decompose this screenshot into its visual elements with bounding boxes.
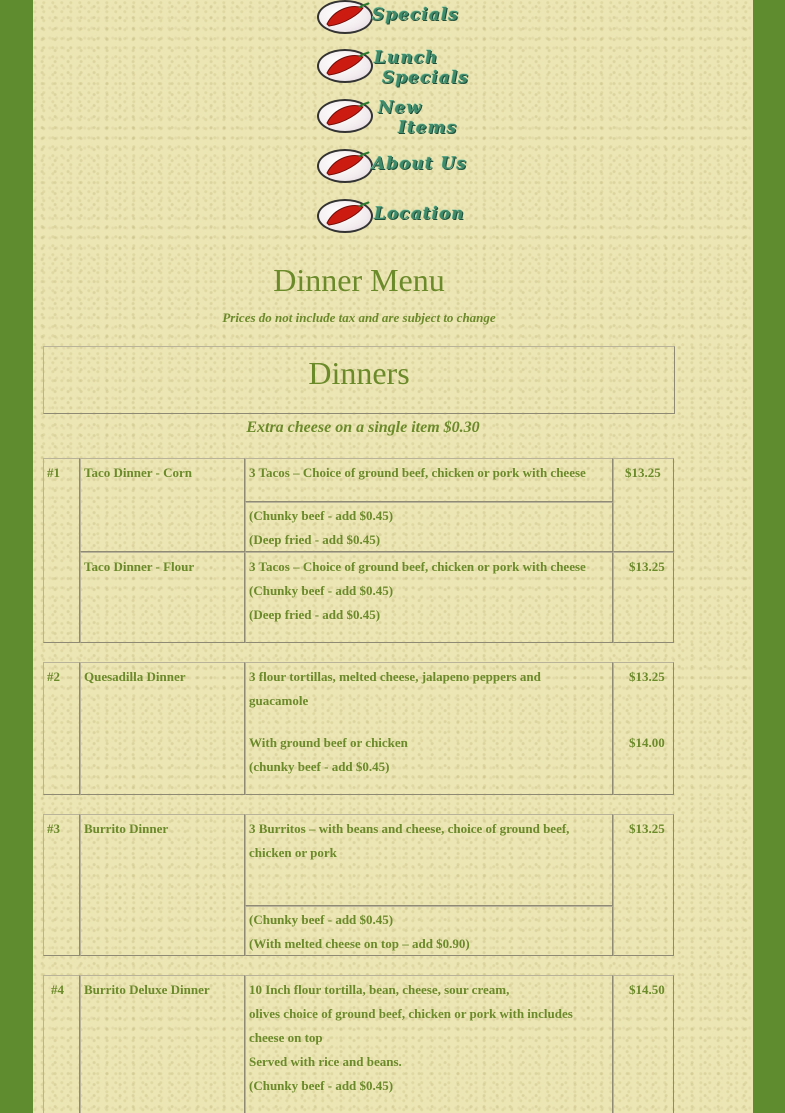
item-number-cell [43, 458, 80, 643]
pepper-icon [317, 49, 373, 83]
nav-about-us[interactable] [316, 148, 486, 188]
pepper-icon [317, 149, 373, 183]
item-option: (Chunky beef - add $0.45) [249, 912, 394, 927]
item-option: (Chunky beef - add $0.45) [249, 508, 394, 523]
item-desc: 3 Tacos – Choice of ground beef, chicken or pork with cheese [249, 559, 586, 574]
extra-cheese-note: Extra cheese on a single item $0.30 [246, 419, 480, 436]
item-desc: 3 Tacos – Choice of ground beef, chicken or pork with cheese [249, 465, 586, 480]
item-number: #4 [51, 982, 64, 997]
item-desc: With ground beef or chicken [249, 735, 408, 750]
nav-location[interactable] [316, 198, 486, 238]
item-price: $14.50 [629, 982, 665, 997]
section-title: Dinners [308, 355, 410, 391]
pepper-icon [317, 199, 373, 233]
item-name: Burrito Dinner [84, 821, 169, 836]
item-price: $13.25 [629, 669, 665, 684]
page-title: Dinner Menu [273, 262, 445, 298]
item-name: Quesadilla Dinner [84, 669, 186, 684]
item-number: #3 [47, 821, 60, 836]
nav-specials-label: Specials [372, 5, 459, 25]
pepper-icon [317, 99, 373, 133]
item-name: Burrito Deluxe Dinner [84, 982, 210, 997]
item-price: $14.00 [629, 735, 665, 750]
item-price: $13.25 [629, 559, 665, 574]
page-content [33, 0, 753, 1113]
item-number: #1 [47, 465, 60, 480]
nav-new-items[interactable] [316, 98, 486, 140]
item-option: (With melted cheese on top – add $0.90) [249, 936, 470, 951]
item-name: Taco Dinner - Corn [84, 465, 192, 480]
nav-lunch-label-line2: Specials [382, 68, 469, 88]
nav-location-label: Location [374, 204, 465, 224]
item-option: (chunky beef - add $0.45) [249, 759, 390, 774]
item-option: (Chunky beef - add $0.45) [249, 1078, 394, 1093]
nav-about-label: About Us [372, 154, 467, 174]
pepper-icon [317, 0, 373, 34]
item-name: Taco Dinner - Flour [84, 559, 195, 574]
item-desc: 10 Inch flour tortilla, bean, cheese, sour cream, [249, 982, 510, 997]
item-desc: cheese on top [249, 1030, 323, 1045]
item-price: $13.25 [625, 465, 661, 480]
item-option: (Chunky beef - add $0.45) [249, 583, 394, 598]
nav-specials[interactable] [316, 0, 486, 40]
nav-new-label-line1: New [378, 98, 422, 118]
section-header-box [43, 346, 675, 414]
nav-new-label-line2: Items [398, 118, 458, 138]
price-disclaimer: Prices do not include tax and are subject to change [222, 310, 496, 325]
item-desc: guacamole [249, 693, 309, 708]
item-price: $13.25 [629, 821, 665, 836]
item-desc: olives choice of ground beef, chicken or pork with includes [249, 1006, 573, 1021]
nav-lunch-specials[interactable] [316, 48, 486, 90]
item-desc: Served with rice and beans. [249, 1054, 402, 1069]
nav-lunch-label-line1: Lunch [374, 48, 439, 68]
item-option: (Deep fried - add $0.45) [249, 532, 381, 547]
item-desc: 3 flour tortillas, melted cheese, jalapeno peppers and [249, 669, 541, 684]
item-desc: chicken or pork [249, 845, 337, 860]
item-desc: 3 Burritos – with beans and cheese, choice of ground beef, [249, 821, 570, 836]
item-option: (Deep fried - add $0.45) [249, 607, 381, 622]
item-number: #2 [47, 669, 60, 684]
